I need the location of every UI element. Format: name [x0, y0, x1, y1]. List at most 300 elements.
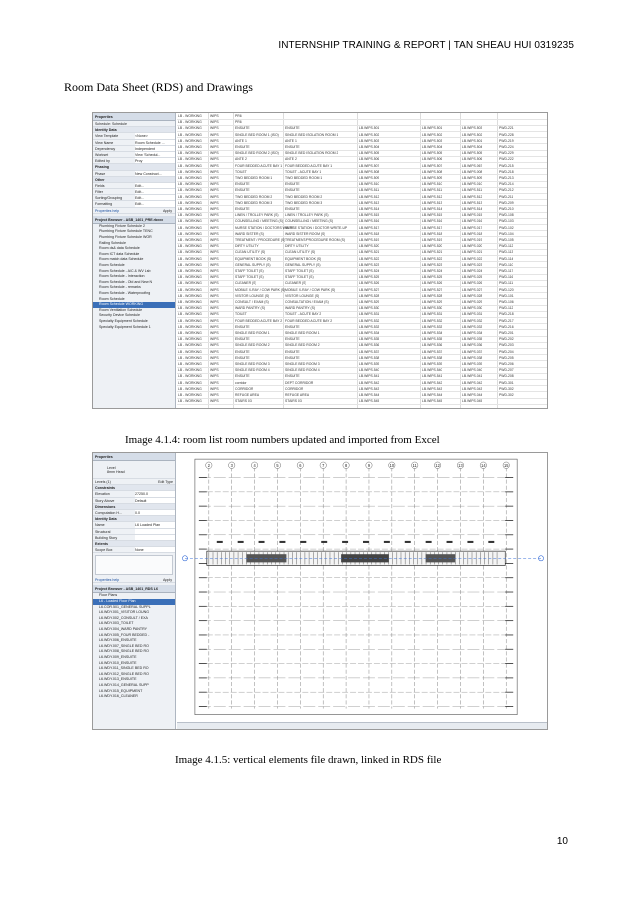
table-cell[interactable]: STAFF TOILET (S): [285, 275, 314, 280]
table-cell[interactable]: LB.WIPS.044: [462, 393, 483, 397]
table-cell[interactable]: TWO BEDDED ROOM 2: [235, 194, 273, 199]
table-cell[interactable]: WIPS: [210, 386, 219, 391]
type-preview[interactable]: [93, 461, 175, 479]
table-cell[interactable]: WIPS: [210, 362, 219, 366]
instance-selector[interactable]: Levels (1) Edit Type: [95, 480, 173, 484]
table-cell[interactable]: PWD-110: [499, 262, 514, 267]
table-cell[interactable]: PWD-218: [499, 169, 514, 174]
table-cell[interactable]: LB.WIPS.541: [359, 374, 380, 379]
table-cell[interactable]: LB - WORKING: [178, 132, 202, 137]
property-value[interactable]: Proy: [135, 158, 175, 163]
table-cell[interactable]: ENSUITE: [285, 324, 300, 329]
browser-item[interactable]: Specialty Equipment Schedule: [99, 318, 148, 323]
table-cell[interactable]: WIPS: [210, 300, 219, 304]
table-cell[interactable]: WIPS: [210, 145, 219, 149]
table-cell[interactable]: WIPS: [210, 182, 219, 187]
table-cell[interactable]: LB - WORKING: [178, 293, 202, 298]
table-cell[interactable]: WIPS: [210, 120, 219, 125]
table-cell[interactable]: PWD-117: [499, 269, 514, 273]
table-cell[interactable]: WIPS: [210, 380, 219, 385]
table-cell[interactable]: NURSE STATION / DOCTORS WRITE: [235, 225, 294, 230]
table-cell[interactable]: LB.WIPS.511: [359, 188, 380, 193]
table-cell[interactable]: ENSUITE: [285, 182, 300, 187]
table-cell[interactable]: LB - WORKING: [178, 374, 202, 379]
table-cell[interactable]: EQUIPMENT BOOK (S): [235, 256, 272, 261]
table-cell[interactable]: WIPS: [210, 219, 219, 224]
table-cell[interactable]: LB - WORKING: [178, 145, 202, 149]
apply-button[interactable]: Apply: [163, 208, 172, 213]
table-cell[interactable]: LB - WORKING: [178, 219, 202, 224]
table-cell[interactable]: ENSUITE: [285, 145, 300, 149]
table-cell[interactable]: WIPS: [210, 176, 219, 180]
table-cell[interactable]: WIPS: [210, 244, 219, 249]
table-cell[interactable]: WIPS: [210, 151, 219, 156]
table-cell[interactable]: SINGLE BED ROOM 1: [285, 331, 320, 335]
table-cell[interactable]: LB.WIPS.505: [422, 151, 443, 156]
table-cell[interactable]: LB.WIPS.533: [359, 324, 380, 329]
table-cell[interactable]: WARD SISTER ROOM (S): [285, 231, 326, 236]
table-cell[interactable]: LB.WIPS.034: [462, 331, 483, 335]
table-cell[interactable]: WIPS: [210, 281, 219, 286]
browser-item[interactable]: Room Schedule - Old and New N: [99, 279, 153, 284]
table-cell[interactable]: WIPS: [210, 213, 219, 218]
table-cell[interactable]: ENSUITE: [235, 324, 250, 329]
table-cell[interactable]: LB.WIPS.528: [359, 293, 380, 298]
table-cell[interactable]: LB.WIPS.524: [359, 269, 380, 273]
table-cell[interactable]: LB.WIPS.515: [359, 213, 380, 218]
table-cell[interactable]: FOUR BEDDED ACUTE BAY 1: [285, 163, 333, 168]
table-cell[interactable]: LB - WORKING: [178, 393, 202, 397]
level-property-row[interactable]: [93, 547, 175, 553]
property-value[interactable]: Room Schedule ...: [135, 140, 175, 145]
table-cell[interactable]: PWD-114: [499, 256, 514, 261]
table-cell[interactable]: WIPS: [210, 194, 219, 199]
table-cell[interactable]: LB - WORKING: [178, 213, 202, 218]
table-cell[interactable]: LB.WIPS.035: [462, 337, 483, 342]
table-cell[interactable]: ENSUITE: [285, 188, 300, 193]
table-cell[interactable]: LB - WORKING: [178, 194, 202, 199]
table-cell[interactable]: LB.WIPS.504: [422, 145, 443, 149]
property-value[interactable]: View 'Schedul...: [135, 152, 175, 157]
table-cell[interactable]: PWD-214: [499, 182, 514, 187]
table-cell[interactable]: LB.WIPS.544: [359, 393, 380, 397]
browser-item[interactable]: Specialty Equipment Schedule 1: [99, 324, 151, 329]
browser-item[interactable]: L6.WDY.014_GENERAL SUPP: [99, 682, 149, 687]
browser-item[interactable]: Security Device Schedule: [99, 313, 140, 318]
properties-help-link[interactable]: Properties help: [95, 208, 120, 213]
table-cell[interactable]: LB.WIPS.506: [422, 157, 443, 162]
table-cell[interactable]: LB - WORKING: [178, 399, 202, 404]
table-cell[interactable]: WIPS: [210, 374, 219, 379]
table-cell[interactable]: LB.WIPS.523: [422, 262, 443, 267]
table-cell[interactable]: PR6: [235, 120, 242, 125]
table-cell[interactable]: PR6: [235, 114, 242, 118]
table-cell[interactable]: LB.WIPS.517: [359, 225, 380, 230]
table-cell[interactable]: ENSUITE: [285, 126, 300, 131]
table-cell[interactable]: LB.WIPS.522: [422, 256, 443, 261]
table-cell[interactable]: LINEN / TROLLEY PARK (S): [235, 213, 279, 218]
table-cell[interactable]: LB - WORKING: [178, 312, 202, 317]
browser-item[interactable]: Plumbing Fixture Schedule TENC: [99, 229, 153, 234]
browser-item[interactable]: L6.WDY.011_SINGLE BED RO: [99, 666, 149, 671]
table-cell[interactable]: LB - WORKING: [178, 269, 202, 273]
table-cell[interactable]: PWD-222: [499, 157, 514, 162]
table-cell[interactable]: FOUR BEDDED ACUTE BAY 1: [235, 163, 283, 168]
table-cell[interactable]: WIPS: [210, 393, 219, 397]
table-cell[interactable]: ENSUITE: [285, 374, 300, 379]
table-cell[interactable]: TWO BEDDED ROOM 3: [235, 200, 273, 205]
table-cell[interactable]: WIPS: [210, 368, 219, 373]
table-cell[interactable]: WIPS: [210, 318, 219, 323]
table-cell[interactable]: WIPS: [210, 331, 219, 335]
table-cell[interactable]: CONSULT / EXAM (S): [235, 300, 269, 304]
table-cell[interactable]: REFUGE AREA: [285, 393, 310, 397]
table-cell[interactable]: LB.WIPS.544: [422, 393, 443, 397]
table-cell[interactable]: LB - WORKING: [178, 169, 202, 174]
table-cell[interactable]: LB.WIPS.526: [422, 281, 443, 286]
table-cell[interactable]: LB - WORKING: [178, 386, 202, 391]
table-cell[interactable]: PWD-301: [499, 380, 514, 385]
table-cell[interactable]: TOILET - ACUTE BAY 1: [285, 169, 322, 174]
table-cell[interactable]: LB.WIPS.021: [462, 250, 483, 255]
table-cell[interactable]: LB - WORKING: [178, 331, 202, 335]
table-cell[interactable]: PWD-116: [499, 275, 514, 280]
table-cell[interactable]: LB.WIPS.539: [359, 362, 380, 366]
table-cell[interactable]: LB.WIPS.536: [422, 343, 443, 348]
table-cell[interactable]: LB.WIPS.505: [462, 151, 483, 156]
browser-item[interactable]: Room Schedule: [99, 296, 125, 301]
table-cell[interactable]: ANTE 1: [235, 138, 247, 143]
table-cell[interactable]: LB - WORKING: [178, 343, 202, 348]
table-cell[interactable]: TOILET: [235, 169, 247, 174]
table-cell[interactable]: LB.WIPS.530: [359, 306, 380, 311]
table-cell[interactable]: LB.WIPS.520: [359, 244, 380, 249]
table-cell[interactable]: LINEN / TROLLEY PARK (S): [285, 213, 329, 218]
table-cell[interactable]: LB - WORKING: [178, 138, 202, 143]
browser-item[interactable]: Room Schedule - Waterproofing: [99, 290, 151, 295]
table-cell[interactable]: ENSUITE: [235, 337, 250, 342]
browser-item[interactable]: L6.WDY.009_ENSUITE: [99, 654, 137, 659]
table-cell[interactable]: LB.WIPS.532: [422, 318, 443, 323]
table-cell[interactable]: SINGLE BED ROOM 2: [235, 343, 270, 348]
table-cell[interactable]: LB - WORKING: [178, 163, 202, 168]
table-cell[interactable]: LB.WIPS.008: [462, 169, 483, 174]
floor-plan-canvas[interactable]: [177, 453, 547, 729]
table-cell[interactable]: WIPS: [210, 231, 219, 236]
table-cell[interactable]: LB - WORKING: [178, 225, 202, 230]
table-cell[interactable]: PWD-103: [499, 219, 514, 224]
browser-item[interactable]: Room Schedule: [99, 262, 125, 267]
table-cell[interactable]: ENSUITE: [235, 355, 250, 360]
table-cell[interactable]: TREATMENT / PROCEDURE (S): [235, 238, 286, 242]
table-cell[interactable]: LB.WIPS.523: [359, 262, 380, 267]
browser-item[interactable]: Room Ventilation Schedule: [99, 307, 143, 312]
table-cell[interactable]: LB - WORKING: [178, 200, 202, 205]
browser-item[interactable]: L6.WDY.012_SINGLE BED RO: [99, 671, 149, 676]
table-cell[interactable]: PWD-229: [499, 151, 514, 156]
table-cell[interactable]: LB.WIPS.516: [422, 219, 443, 224]
table-cell[interactable]: LB.WIPS.506: [359, 157, 380, 162]
table-cell[interactable]: LB.WIPS.515: [422, 213, 443, 218]
table-cell[interactable]: LB.WIPS.015: [462, 213, 483, 218]
table-cell[interactable]: MOBILE X-RAY / COW PARK (S): [235, 287, 286, 292]
table-cell[interactable]: LB - WORKING: [178, 337, 202, 342]
table-cell[interactable]: LB.WIPS.017: [462, 225, 483, 230]
table-cell[interactable]: WIPS: [210, 114, 219, 118]
table-cell[interactable]: WIPS: [210, 188, 219, 193]
table-cell[interactable]: LB.WIPS.045: [462, 399, 483, 404]
table-cell[interactable]: LB.WIPS.027: [462, 287, 483, 292]
properties-help-link-2[interactable]: Properties help: [95, 578, 120, 583]
table-cell[interactable]: PWD-302: [499, 393, 514, 397]
table-cell[interactable]: PWD-104: [499, 231, 514, 236]
property-value[interactable]: Edit...: [135, 183, 175, 188]
table-cell[interactable]: ENSUITE: [235, 126, 250, 131]
table-cell[interactable]: LB.WIPS.026: [462, 281, 483, 286]
table-cell[interactable]: LB.WIPS.508: [422, 169, 443, 174]
table-cell[interactable]: FOUR BEDDED ACUTE BAY 2: [235, 318, 283, 323]
table-cell[interactable]: LB.WIPS.023: [462, 262, 483, 267]
type-selector[interactable]: Schedule: Schedule: [93, 121, 175, 127]
table-cell[interactable]: CORRIDOR: [235, 386, 254, 391]
table-cell[interactable]: LB.WIPS.539: [422, 362, 443, 366]
table-cell[interactable]: FOUR BEDDED ACUTE BAY 2: [285, 318, 333, 323]
property-value[interactable]: New Construct...: [135, 171, 175, 176]
table-cell[interactable]: PWD-202: [499, 337, 514, 342]
table-cell[interactable]: SINGLE BED ROOM 1 (ISO): [235, 132, 279, 137]
table-cell[interactable]: LB.WIPS.505: [359, 151, 380, 156]
table-cell[interactable]: LB.WIPS.543: [422, 386, 443, 391]
table-cell[interactable]: LB.WIPS.528: [422, 293, 443, 298]
table-cell[interactable]: COUNSELLING / MEETING (S): [285, 219, 334, 224]
table-cell[interactable]: PWD-212: [499, 188, 514, 193]
browser-item[interactable]: L6.WDY.008_SINGLE BED RO: [99, 649, 149, 654]
table-cell[interactable]: GENERAL SUPPLY (S): [235, 262, 271, 267]
table-cell[interactable]: ENSUITE: [235, 182, 250, 187]
table-cell[interactable]: LB - WORKING: [178, 306, 202, 311]
table-cell[interactable]: LB.WIPS.521: [422, 250, 443, 255]
table-cell[interactable]: STAFF TOILET (S): [235, 275, 264, 280]
table-cell[interactable]: LB.WIPS.018: [462, 231, 483, 236]
table-cell[interactable]: SINGLE BED ROOM 4: [285, 368, 320, 373]
property-value[interactable]: Edit...: [135, 201, 175, 206]
table-cell[interactable]: LB - WORKING: [178, 355, 202, 360]
table-cell[interactable]: PWD-209: [499, 200, 514, 205]
table-cell[interactable]: PWD-106: [499, 300, 514, 304]
table-cell[interactable]: LB.WIPS.508: [359, 169, 380, 174]
table-cell[interactable]: ENSUITE: [285, 337, 300, 342]
table-cell[interactable]: PWD-112: [499, 244, 514, 249]
table-cell[interactable]: LB.WIPS.037: [462, 349, 483, 354]
table-cell[interactable]: PWD-213: [499, 176, 514, 180]
table-cell[interactable]: WIPS: [210, 225, 219, 230]
table-cell[interactable]: LB.WIPS.501: [422, 126, 443, 131]
table-cell[interactable]: LB - WORKING: [178, 368, 202, 373]
table-cell[interactable]: WIPS: [210, 262, 219, 267]
table-cell[interactable]: LB - WORKING: [178, 256, 202, 261]
table-cell[interactable]: PWD-218: [499, 312, 514, 317]
table-cell[interactable]: COUNSELLING / MEETING (S): [235, 219, 284, 224]
table-cell[interactable]: LB.WIPS.531: [422, 312, 443, 317]
browser-item[interactable]: Room Schedule - Interaction: [99, 274, 145, 279]
table-cell[interactable]: LB.WIPS.029: [462, 300, 483, 304]
table-cell[interactable]: WIPS: [210, 269, 219, 273]
table-cell[interactable]: LB.WIPS.517: [422, 225, 443, 230]
table-cell[interactable]: LB.WIPS.541: [422, 374, 443, 379]
table-cell[interactable]: WIPS: [210, 238, 219, 242]
table-cell[interactable]: SINGLE BED ROOM 2 (ISO): [235, 151, 279, 156]
browser-item[interactable]: L6.WDY.016_CLEANER: [99, 694, 138, 699]
browser-item[interactable]: Floor Plans: [99, 593, 118, 598]
property-value[interactable]: L6 Loaded Plan: [135, 522, 175, 527]
table-cell[interactable]: PWD-112: [499, 306, 514, 311]
table-cell[interactable]: LB.WIPS.513: [422, 200, 443, 205]
table-cell[interactable]: LB.WIPS.503: [359, 138, 380, 143]
table-cell[interactable]: WIPS: [210, 287, 219, 292]
table-cell[interactable]: WIPS: [210, 343, 219, 348]
browser-item[interactable]: Room match data Schedule: [99, 257, 144, 262]
table-cell[interactable]: LB.WIPS.513: [359, 200, 380, 205]
table-cell[interactable]: TWO BEDDED ROOM 2: [285, 194, 323, 199]
property-value[interactable]: <None>: [135, 133, 175, 138]
table-cell[interactable]: LB.WIPS.038: [462, 355, 483, 360]
property-value[interactable]: [135, 535, 175, 540]
table-cell[interactable]: PWD-111: [499, 281, 514, 286]
table-cell[interactable]: PWD-217: [499, 318, 514, 323]
table-cell[interactable]: LB.WIPS.504: [359, 145, 380, 149]
table-cell[interactable]: LB.WIPS.529: [422, 300, 443, 304]
table-cell[interactable]: WIPS: [210, 399, 219, 404]
table-cell[interactable]: LB.WIPS.533: [422, 324, 443, 329]
table-cell[interactable]: LB - WORKING: [178, 114, 202, 118]
table-cell[interactable]: PWD-105: [499, 238, 514, 242]
browser-item[interactable]: L6.WDY.013_ENSUITE: [99, 677, 137, 682]
table-cell[interactable]: LB.WIPS.516: [359, 219, 380, 224]
table-cell[interactable]: LB.WIPS.537: [359, 349, 380, 354]
table-cell[interactable]: LB.WIPS.067: [462, 163, 483, 168]
table-cell[interactable]: EQUIPMENT BOOK (S): [285, 256, 322, 261]
table-cell[interactable]: REFUGE AREA: [235, 393, 260, 397]
table-cell[interactable]: ENSUITE: [285, 349, 300, 354]
table-cell[interactable]: LB.WIPS.514: [359, 207, 380, 211]
table-cell[interactable]: LB.WIPS.514: [422, 207, 443, 211]
table-cell[interactable]: TOILET - ACUTE BAY 2: [285, 312, 322, 317]
table-cell[interactable]: LB.WIPS.509: [359, 176, 380, 180]
table-cell[interactable]: LB.WIPS.534: [422, 331, 443, 335]
table-cell[interactable]: LB.WIPS.032: [462, 318, 483, 323]
table-cell[interactable]: LB.WIPS.542: [422, 380, 443, 385]
table-cell[interactable]: CLEANER (S): [285, 281, 307, 286]
table-cell[interactable]: WIPS: [210, 312, 219, 317]
table-cell[interactable]: LB.WIPS.540: [422, 368, 443, 373]
table-cell[interactable]: LB.WIPS.525: [359, 275, 380, 280]
table-cell[interactable]: LB.WIPS.543: [359, 386, 380, 391]
table-cell[interactable]: DEPT CORRIDOR: [285, 380, 314, 385]
table-cell[interactable]: PWD-302: [499, 386, 514, 391]
browser-item[interactable]: Room Schedule - remarks: [99, 285, 141, 290]
table-cell[interactable]: LB.WIPS.537: [422, 349, 443, 354]
browser-item[interactable]: Room Schedule - A/C & WV Lsb: [99, 268, 151, 273]
table-cell[interactable]: STAFF TOILET (S): [285, 269, 314, 273]
table-cell[interactable]: WIPS: [210, 169, 219, 174]
browser-item[interactable]: L6.WDY.007_SINGLE BED RO: [99, 643, 149, 648]
table-cell[interactable]: STAIRS 03: [235, 399, 252, 404]
table-cell[interactable]: LB.WIPS.043: [462, 386, 483, 391]
property-value[interactable]: Edit...: [135, 189, 175, 194]
table-cell[interactable]: WIPS: [210, 256, 219, 261]
table-cell[interactable]: LB.WIPS.030: [462, 306, 483, 311]
table-cell[interactable]: SINGLE BED ROOM 1: [235, 331, 270, 335]
table-cell[interactable]: LB - WORKING: [178, 157, 202, 162]
table-cell[interactable]: ENSUITE: [285, 355, 300, 360]
table-cell[interactable]: LB.WIPS.524: [422, 269, 443, 273]
table-cell[interactable]: LB.WIPS.039: [462, 362, 483, 366]
table-cell[interactable]: WIPS: [210, 250, 219, 255]
view-control-bar[interactable]: [177, 722, 547, 729]
table-cell[interactable]: PWD-206: [499, 362, 514, 366]
table-cell[interactable]: SINGLE BED ROOM 3: [285, 362, 320, 366]
table-cell[interactable]: TWO BEDDED ROOM 1: [235, 176, 273, 180]
table-cell[interactable]: LB.WIPS.024: [462, 269, 483, 273]
table-cell[interactable]: LB - WORKING: [178, 380, 202, 385]
table-cell[interactable]: TWO BEDDED ROOM 3: [285, 200, 323, 205]
table-cell[interactable]: SINGLE BED ROOM 2: [285, 343, 320, 348]
table-cell[interactable]: LB.WIPS.527: [422, 287, 443, 292]
table-cell[interactable]: LB - WORKING: [178, 287, 202, 292]
table-cell[interactable]: PWD-101: [499, 293, 514, 298]
table-cell[interactable]: WIPS: [210, 337, 219, 342]
table-cell[interactable]: LB.WIPS.042: [462, 380, 483, 385]
table-cell[interactable]: LB.WIPS.510: [359, 182, 380, 187]
table-cell[interactable]: WIPS: [210, 157, 219, 162]
table-cell[interactable]: LB.WIPS.535: [422, 337, 443, 342]
table-cell[interactable]: LB.WIPS.538: [359, 355, 380, 360]
table-cell[interactable]: PWD-221: [499, 126, 514, 131]
table-cell[interactable]: LB - WORKING: [178, 176, 202, 180]
table-cell[interactable]: PWD-113: [499, 250, 514, 255]
table-cell[interactable]: PWD-120: [499, 287, 514, 292]
table-cell[interactable]: LB.WIPS.509: [422, 176, 443, 180]
table-cell[interactable]: LB.WIPS.530: [422, 306, 443, 311]
table-cell[interactable]: WIPS: [210, 138, 219, 143]
table-cell[interactable]: LB - WORKING: [178, 231, 202, 236]
browser-item[interactable]: L6.WDY.006_ENSUITE: [99, 638, 137, 643]
table-cell[interactable]: PWD-207: [499, 368, 514, 373]
table-cell[interactable]: LB.WIPS.010: [462, 182, 483, 187]
table-cell[interactable]: LB - WORKING: [178, 262, 202, 267]
table-cell[interactable]: LB.WIPS.016: [462, 219, 483, 224]
table-cell[interactable]: LB - WORKING: [178, 207, 202, 211]
table-cell[interactable]: LB.WIPS.503: [422, 138, 443, 143]
table-cell[interactable]: LB.WIPS.511: [462, 188, 483, 193]
table-cell[interactable]: LB.WIPS.020: [462, 244, 483, 249]
table-cell[interactable]: LB - WORKING: [178, 120, 202, 125]
property-value[interactable]: Independent: [135, 146, 175, 151]
table-cell[interactable]: LB.WIPS.534: [359, 331, 380, 335]
table-cell[interactable]: LB - WORKING: [178, 250, 202, 255]
table-cell[interactable]: LB.WIPS.506: [462, 157, 483, 162]
table-cell[interactable]: SINGLE BED ROOM 3: [235, 362, 270, 366]
table-cell[interactable]: LB.WIPS.510: [422, 182, 443, 187]
table-cell[interactable]: LB.WIPS.536: [359, 343, 380, 348]
browser-item[interactable]: Room ICT data Schedule: [99, 251, 140, 256]
table-cell[interactable]: LB.WIPS.503: [462, 126, 483, 131]
table-cell[interactable]: LB - WORKING: [178, 324, 202, 329]
table-cell[interactable]: VISITOR LOUNGE (S): [285, 293, 320, 298]
table-cell[interactable]: WIPS: [210, 200, 219, 205]
table-cell[interactable]: ENSUITE: [285, 207, 300, 211]
table-cell[interactable]: LB.WIPS.502: [422, 132, 443, 137]
